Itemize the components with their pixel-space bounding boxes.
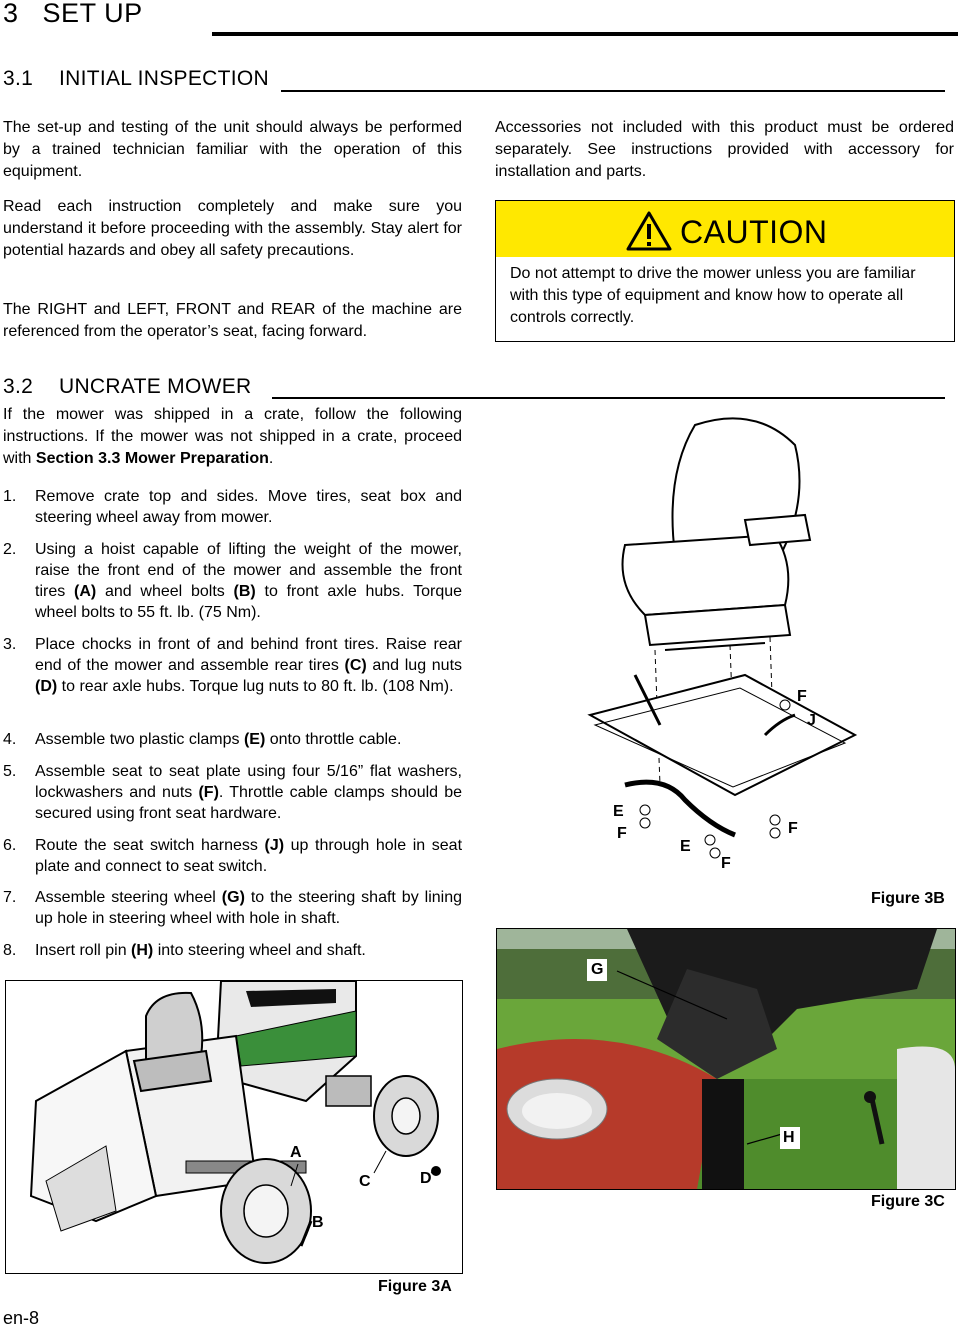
- section-rule: [281, 90, 945, 92]
- step-3: 3. Place chocks in front of and behind front tires. Raise rear end of the mower and assemble rear tires (C) and lug nuts (D) to rear axle hubs. Torque lug nuts to 80 ft. lb. (108 Nm).: [3, 636, 463, 695]
- step-5: 5. Assemble seat to seat plate using four 5/16” flat washers, lockwashers and nuts (F). Throttle cable clamps should be secured using front seat hardware.: [3, 763, 462, 822]
- callout-f-right: F: [788, 820, 798, 837]
- section-number: 3.2: [3, 375, 34, 398]
- step-4: 4. Assemble two plastic clamps (E) onto throttle cable.: [3, 731, 402, 748]
- warning-triangle-icon: [626, 211, 672, 251]
- accessories-note: Accessories not included with this product must be ordered separately. See instructions provided with accessory for installation and parts.: [495, 119, 954, 180]
- chapter-title: [3, 0, 143, 29]
- paragraph-1: The set-up and testing of the unit should always be performed by a trained technician familiar with the operation of this equipment.: [3, 119, 462, 180]
- figure-3b-caption: Figure 3B: [871, 890, 945, 907]
- callout-b: B: [312, 1214, 324, 1231]
- figure-3a-image: [5, 980, 463, 1274]
- step-2: 2. Using a hoist capable of lifting the weight of the mower, raise the front end of the mower and assemble the front tires (A) and wheel bolts (B) to front axle hubs. Torque wheel bolts to 55 ft. lb. (75 Nm).: [3, 541, 463, 621]
- chapter-name: SET UP: [42, 0, 143, 28]
- callout-e-left: E: [613, 803, 624, 820]
- caution-header: [496, 201, 954, 257]
- figure-3c-image: [496, 928, 956, 1190]
- step-1: 1. Remove crate top and sides. Move tires, seat box and steering wheel away from mower.: [3, 488, 462, 526]
- section-title: INITIAL INSPECTION: [59, 67, 269, 90]
- callout-f-left: F: [617, 825, 627, 842]
- section-reference: Section 3.3 Mower Preparation: [35, 450, 269, 467]
- section-title: UNCRATE MOWER: [59, 375, 252, 398]
- figure-3b-image: [495, 405, 955, 885]
- seat-assembly-illustration: [495, 405, 955, 885]
- paragraph-3: The RIGHT and LEFT, FRONT and REAR of the machine are referenced from the operator’s seat, facing forward.: [3, 301, 462, 340]
- callout-e-center: E: [680, 838, 691, 855]
- figure-3c-caption: Figure 3C: [871, 1193, 945, 1210]
- callout-c: C: [359, 1173, 371, 1190]
- step-7: 7. Assemble steering wheel (G) to the steering shaft by lining up hole in steering wheel with hole in shaft.: [3, 889, 463, 927]
- step-8: 8. Insert roll pin (H) into steering wheel and shaft.: [3, 942, 366, 959]
- callout-j: J: [807, 712, 816, 729]
- callout-h: H: [783, 1129, 795, 1146]
- section-heading-3-2: [3, 375, 252, 399]
- mower-illustration: [6, 981, 462, 1273]
- callout-a: A: [290, 1144, 302, 1161]
- chapter-rule: [212, 32, 958, 36]
- callout-f-top: F: [797, 688, 807, 705]
- section-number: 3.1: [3, 67, 34, 90]
- caution-box: [495, 200, 955, 342]
- callout-d: D: [420, 1170, 432, 1187]
- paragraph-2: Read each instruction completely and make sure you understand it before proceeding with the assembly. Stay alert for potential hazards and obey all safety precautions.: [3, 198, 462, 259]
- callout-f-center: F: [721, 855, 731, 872]
- section-heading-3-1: [3, 67, 269, 91]
- step-6: 6. Route the seat switch harness (J) up through hole in seat plate and connect to seat switch.: [3, 837, 463, 875]
- uncrate-intro: If the mower was shipped in a crate, follow the following instructions. If the mower was not shipped in a crate, proceed with Section 3.3 Mower Preparation.: [3, 406, 462, 467]
- figure-3a-caption: Figure 3A: [378, 1278, 452, 1295]
- chapter-number: 3: [3, 0, 19, 28]
- section-rule: [272, 397, 945, 399]
- callout-g: G: [591, 961, 604, 978]
- caution-text: Do not attempt to drive the mower unless you are familiar with this type of equipment and know how to operate all controls correctly.: [510, 265, 916, 326]
- steering-wheel-photo: [497, 929, 955, 1189]
- page-number: en-8: [3, 1308, 40, 1328]
- caution-title: CAUTION: [680, 214, 828, 250]
